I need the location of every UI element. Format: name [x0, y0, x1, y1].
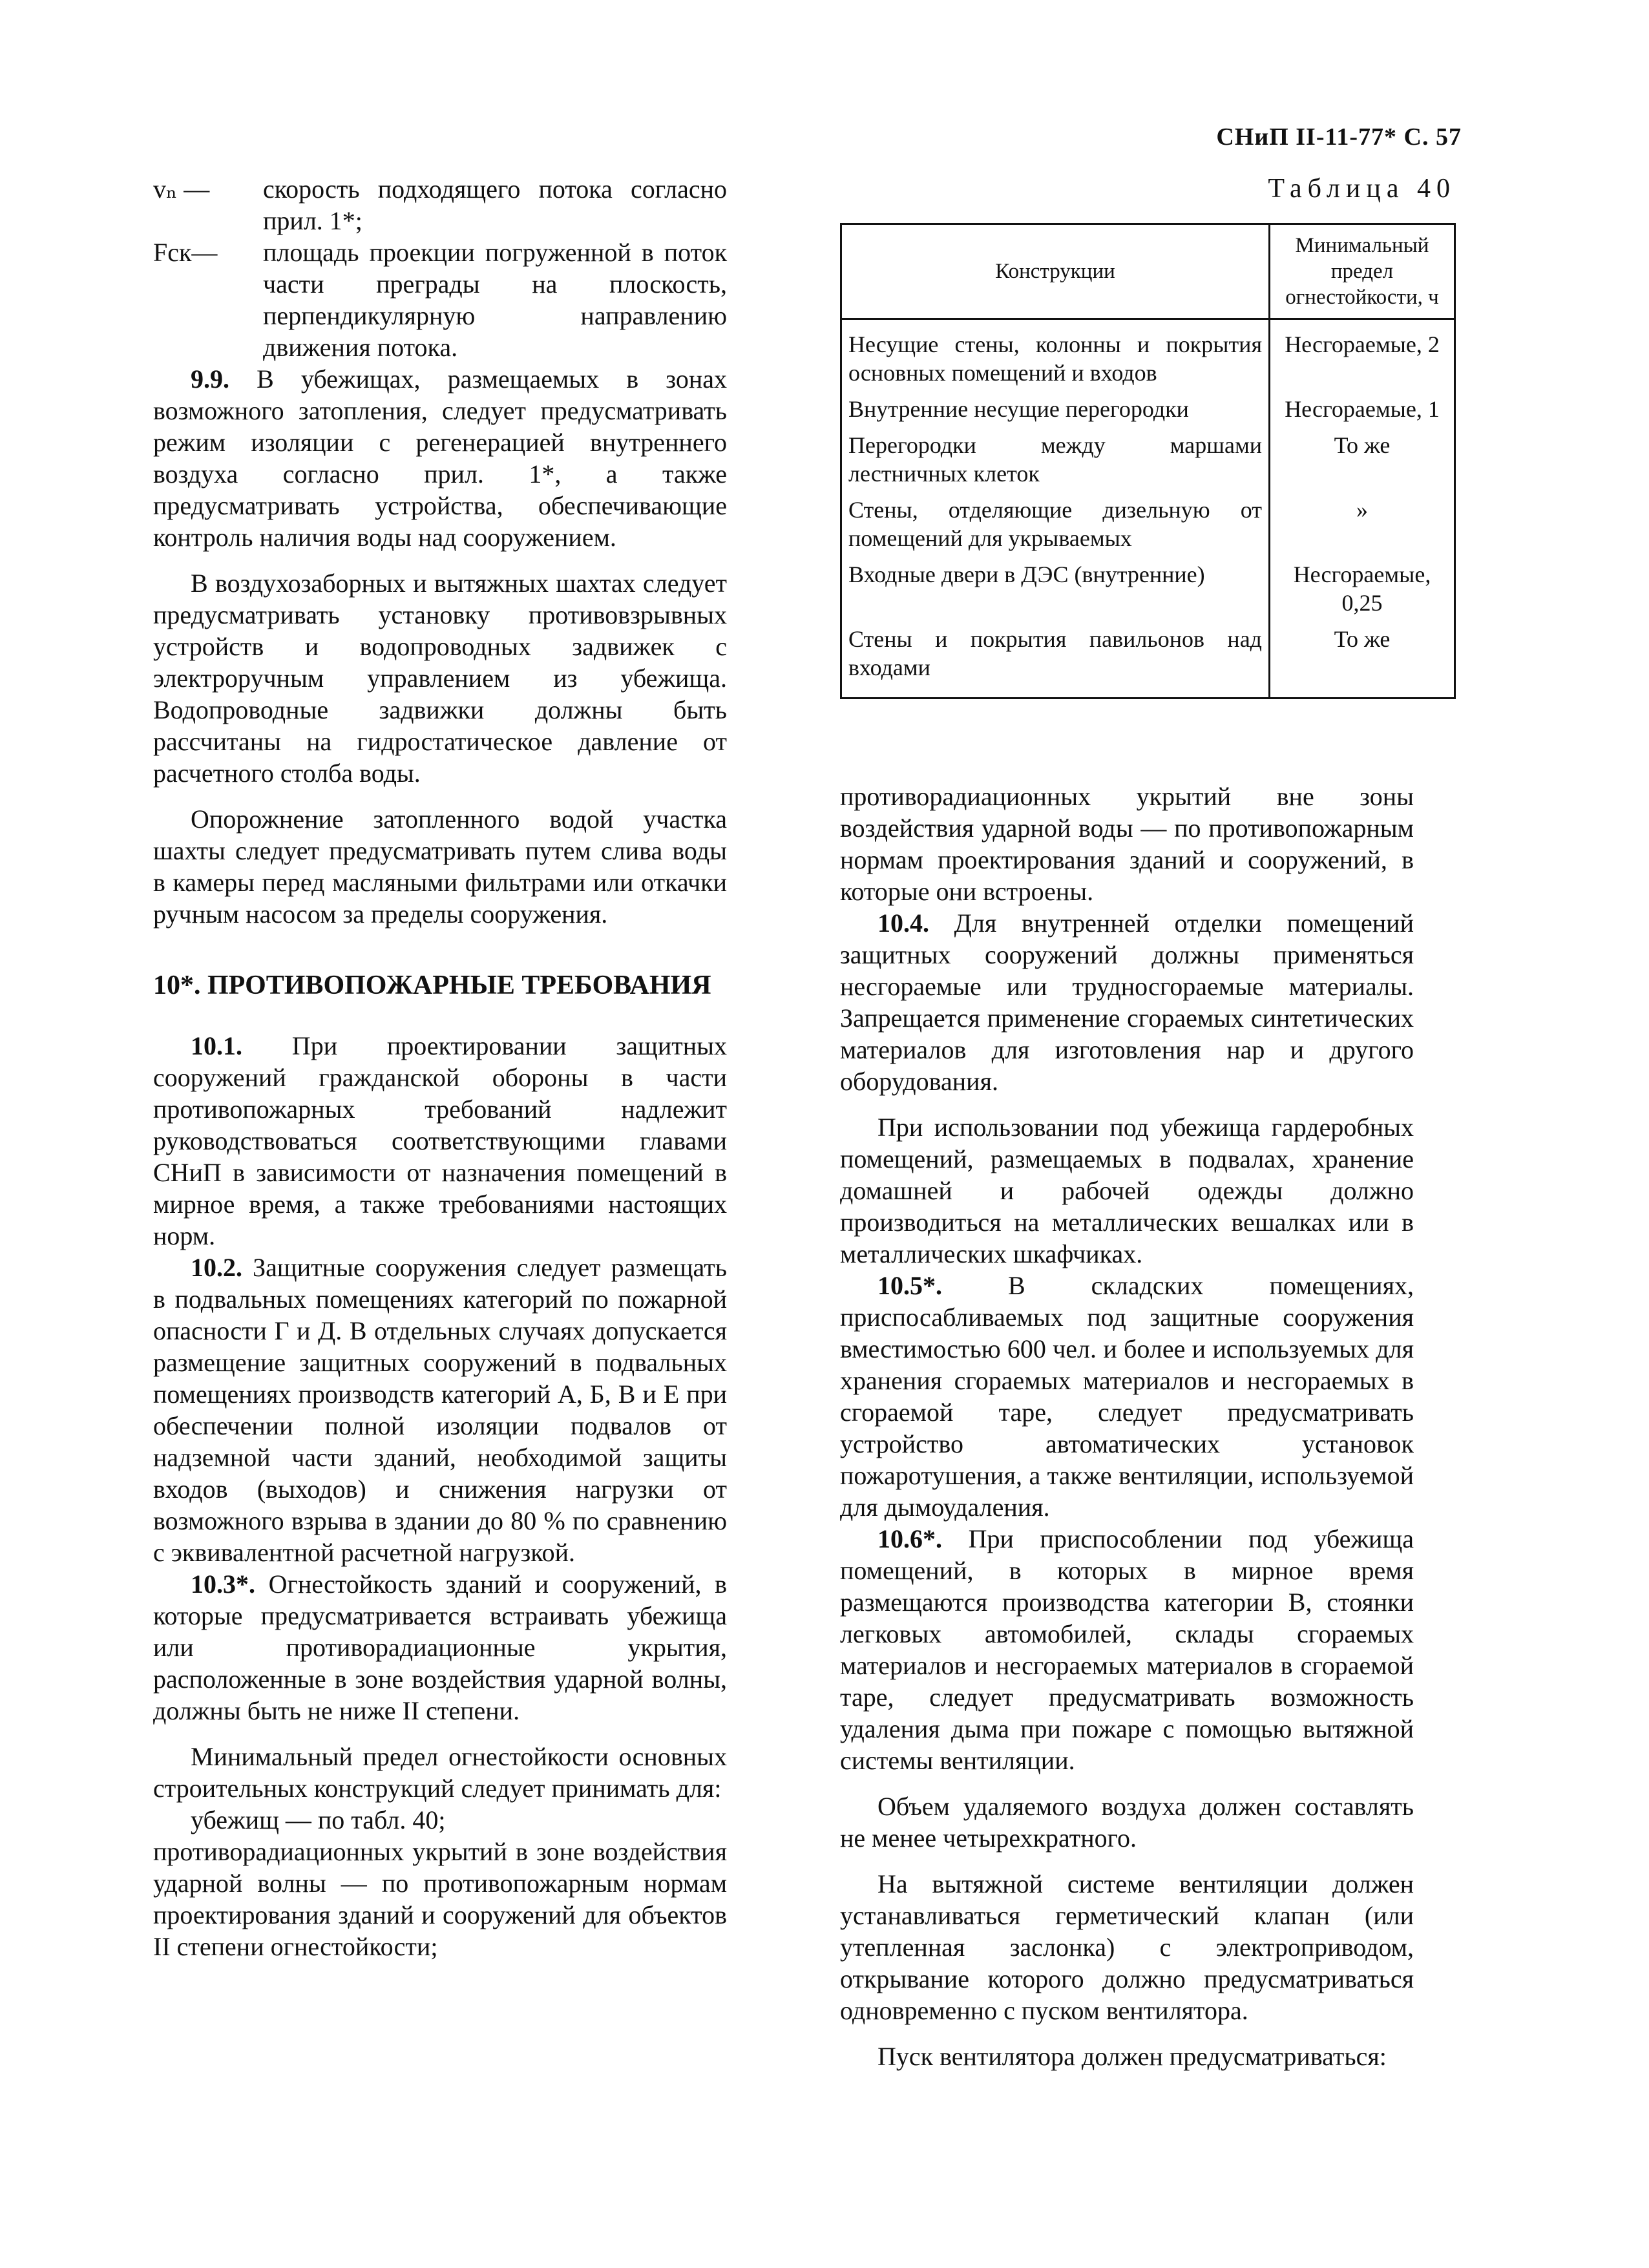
definition-symbol: Fск— [153, 238, 218, 267]
table-row [841, 319, 1455, 392]
section-title: 10*. ПРОТИВОПОЖАРНЫЕ ТРЕБОВАНИЯ [153, 971, 711, 1000]
clause-text: В складских помещениях, приспосабливаемых под защитные сооружения вместимостью 600 чел. и более и используемых для хранения сгораемых материалов и несгораемых в сгораемой таре, следует предусматривать устройство автоматических установок пожаротушения, а также вентиляции, используемой для дымоудаления. [840, 1271, 1414, 1522]
paragraph-10-3 [153, 1568, 727, 1727]
table-cell: Несгораемые, 0,25 [1270, 556, 1455, 621]
clause-text: При приспособлении под убежища помещений, в которых в мирное время размещаются производства категории В, стоянки легковых автомобилей, склады сгораемых материалов и несгораемых материалов в сгораемой таре, следует предусматривать возможность удаления дыма при пожаре с помощью вытяжной системы вентиляции. [840, 1524, 1414, 1775]
clause-number: 10.5*. [877, 1271, 942, 1300]
table-cell: Стены, отделяющие дизельную от помещений для укрываемых [848, 497, 1262, 551]
clause-number: 10.6*. [877, 1524, 942, 1553]
clause-number: 10.3*. [191, 1570, 255, 1599]
table-cell: То же [1270, 621, 1455, 698]
table-cell: Несущие стены, колонны и покрытия основных помещений и входов [848, 331, 1262, 386]
table-cell: То же [1270, 427, 1455, 492]
paragraph: На вытяжной системе вентиляции должен устанавливаться герметический клапан (или утепленная заслонка) с электроприводом, открывание которого должно предусматриваться одновременно с пуском вентилятора. [840, 1869, 1414, 2025]
clause-number: 9.9. [191, 364, 229, 394]
definition-vn [153, 173, 727, 236]
paragraph-10-1 [153, 1030, 727, 1252]
page-header: СНиП II-11-77* С. 57 [1216, 123, 1462, 151]
paragraph: Минимальный предел огнестойкости основных строительных конструкций следует принимать для: [153, 1742, 727, 1803]
table-cell: Перегородки между маршами лестничных клеток [848, 432, 1262, 487]
paragraph: Объем удаляемого воздуха должен составлять не менее четырехкратного. [840, 1792, 1414, 1853]
table-row [841, 391, 1455, 427]
definition-text: площадь проекции погруженной в поток части преграды на плоскость, перпендикулярную направлению движения потока. [263, 238, 727, 362]
paragraph: При использовании под убежища гардеробных помещений, размещаемых в подвалах, хранение домашней и рабочей одежды должно производиться на металлических вешалках или в металлических шкафчиках. [840, 1113, 1414, 1268]
table-cell: Входные двери в ДЭС (внутренние) [848, 562, 1205, 587]
paragraph-10-4 [840, 907, 1414, 1097]
paragraph-10-2 [153, 1252, 727, 1568]
paragraph: убежищ — по табл. 40; [191, 1805, 446, 1834]
table-cell: Несгораемые, 1 [1270, 391, 1455, 427]
clause-number: 10.4. [877, 908, 929, 938]
clause-text: В убежищах, размещаемых в зонах возможного затопления, следует предусматривать режим изоляции с регенерацией внутреннего воздуха согласно прил. 1*, а также предусматривать устройства, обеспечивающие контроль наличия воды над сооружением. [153, 364, 727, 552]
table-cell: » [1270, 492, 1455, 556]
clause-number: 10.2. [191, 1253, 242, 1282]
paragraph: В воздухозаборных и вытяжных шахтах следует предусматривать установку противовзрывных устройств и водопроводных задвижек с электроручным управлением из убежища. Водопроводные задвижки должны быть рассчитаны на гидростатическое давление от расчетного столба воды. [153, 569, 727, 788]
clause-text: Огнестойкость зданий и сооружений, в которые предусматривается встраивать убежища или противорадиационные укрытия, расположенные в зоне воздействия ударной волны, должны быть не ниже II степени. [153, 1570, 727, 1725]
paragraph-9-9 [153, 363, 727, 553]
table-caption: Таблица 40 [1268, 174, 1456, 204]
paragraph: противорадиационных укрытий в зоне воздействия ударной волны — по противопожарным нормам проектирования зданий и сооружений для объектов II степени огнестойкости; [153, 1837, 727, 1961]
clause-text: Для внутренней отделки помещений защитных сооружений должны применяться несгораемые или трудносгораемые материалы. Запрещается применение сгораемых синтетических материалов для изготовления нар и другого оборудования. [840, 908, 1414, 1096]
paragraph: Опорожнение затопленного водой участка шахты следует предусматривать путем слива воды в камеры перед масляными фильтрами или откачки ручным насосом за пределы сооружения. [153, 804, 727, 929]
table-cell: Внутренние несущие перегородки [848, 396, 1189, 422]
table-row [841, 556, 1455, 621]
table-cell: Несгораемые, 2 [1270, 319, 1455, 392]
table-header-cell: Конструкции [841, 224, 1270, 319]
table-header-cell: Минимальный предел огнестойкости, ч [1270, 224, 1455, 319]
table-row [841, 427, 1455, 492]
left-column [153, 173, 727, 1962]
table-row [841, 621, 1455, 698]
clause-text: Защитные сооружения следует размещать в подвальных помещениях категорий по пожарной опасности Г и Д. В отдельных случаях допускается размещение защитных сооружений в подвальных помещениях производств категорий А, Б, В и Е при обеспечении полной изоляции подвалов от надземной части зданий, необходимой защиты входов (выходов) и снижения нагрузки от возможного взрыва в здании до 80 % по сравнению с эквивалентной расчетной нагрузкой. [153, 1253, 727, 1567]
table-header-row [841, 224, 1455, 319]
fire-resistance-table [840, 223, 1456, 699]
right-column [840, 781, 1414, 2072]
paragraph: Пуск вентилятора должен предусматриваться: [877, 2042, 1387, 2071]
table-row [841, 492, 1455, 556]
paragraph: противорадиационных укрытий вне зоны воздействия ударной воды — по противопожарным нормам проектирования зданий и сооружений, в которые они встроены. [840, 782, 1414, 906]
table-cell: Стены и покрытия павильонов над входами [848, 626, 1262, 680]
paragraph-10-5 [840, 1270, 1414, 1523]
definition-fsk [153, 236, 727, 363]
definition-symbol: vₙ — [153, 174, 210, 204]
paragraph-10-6 [840, 1523, 1414, 1776]
clause-number: 10.1. [191, 1031, 242, 1060]
clause-text: При проектировании защитных сооружений гражданской обороны в части противопожарных требований надлежит руководствоваться соответствующими главами СНиП в зависимости от назначения помещений в мирное время, а также требованиями настоящих норм. [153, 1031, 727, 1250]
definition-text: скорость подходящего потока согласно прил. 1*; [263, 174, 727, 235]
